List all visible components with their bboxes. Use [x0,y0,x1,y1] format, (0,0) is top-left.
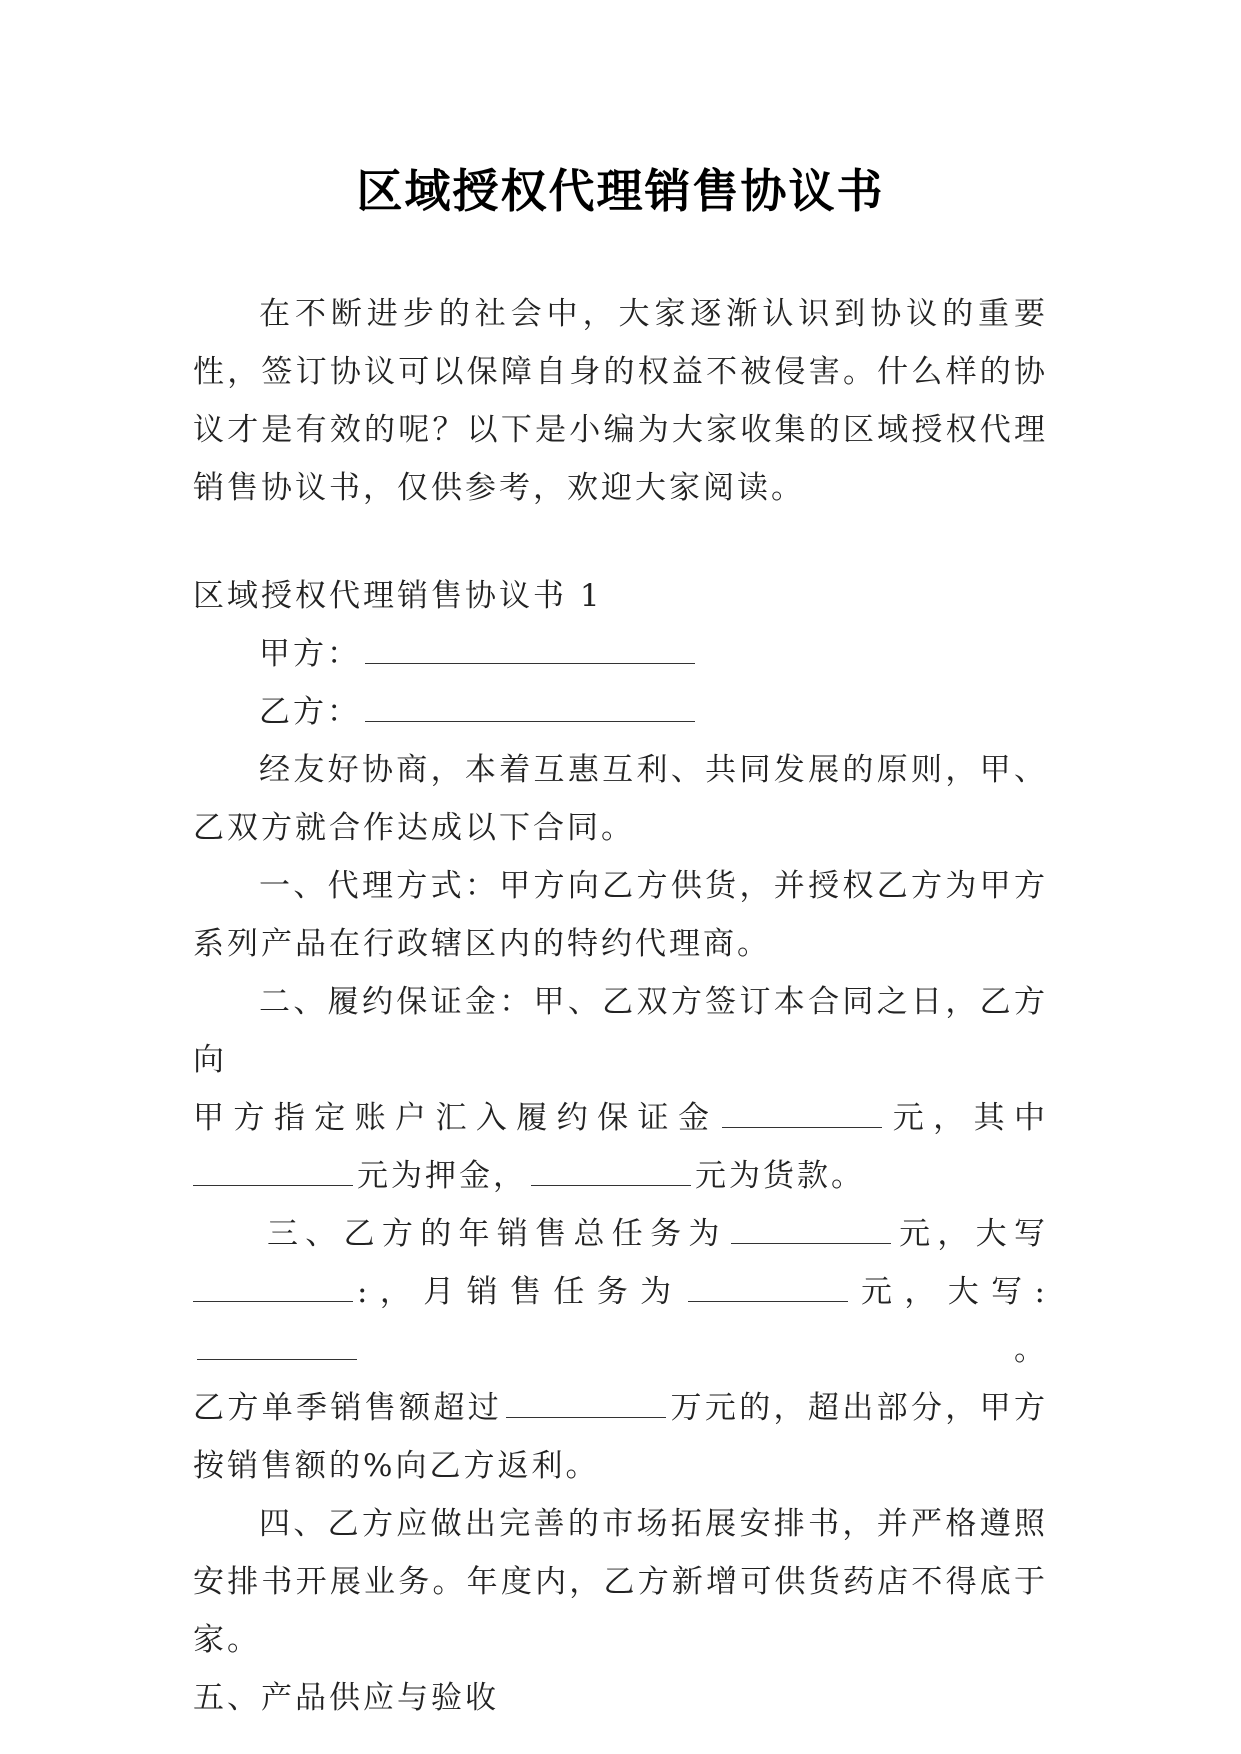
clause-2-line-1: 二、履约保证金：甲、乙双方签订本合同之日，乙方向 [193,984,1048,1078]
section-heading: 区域授权代理销售协议书 1 [193,578,603,614]
clause-2-line-2 [193,1089,1048,1147]
clause-2-deposit-end: 元，其中 [886,1100,1049,1136]
clause-2 [193,973,1048,1205]
monthly-target-words-blank [197,1355,357,1360]
clause-2-pledge-text: 元为押金， [357,1158,527,1194]
intro-paragraph: 在不断进步的社会中，大家逐渐认识到协议的重要性，签订协议可以保障自身的权益不被侵害。什么样的协议才是有效的呢？以下是小编为大家收集的区域授权代理销售协议书，仅供参考，欢迎大家阅读。 [193,296,1048,506]
clause-3-line-2-end: 。 [361,1332,1048,1368]
clause-5: 五、产品供应与验收 [193,1680,499,1716]
document-body [193,285,1048,1727]
party-a-label: 甲方： [259,636,361,672]
clause-4: 四、乙方应做出完善的市场拓展安排书，并严格遵照安排书开展业务。年度内，乙方新增可供货药店不得底于家。 [193,1506,1048,1658]
party-a-blank [365,659,695,664]
party-b-label: 乙方： [259,694,361,730]
clause-3-annual-text: 三、乙方的年销售总任务为 [267,1216,727,1252]
clause-3-monthly-words: 元，大写: [851,1274,1048,1310]
preamble-paragraph: 经友好协商，本着互惠互利、共同发展的原则，甲、乙双方就合作达成以下合同。 [193,752,1048,846]
clause-1: 一、代理方式：甲方向乙方供货，并授权乙方为甲方系列产品在行政辖区内的特约代理商。 [193,868,1048,962]
party-b-blank [365,717,695,722]
annual-target-words-blank [193,1297,353,1302]
clause-3-monthly-text: :，月销售任务为 [357,1274,684,1310]
document-title: 区域授权代理销售协议书 [356,164,885,218]
clause-2-payment-text: 元为货款。 [695,1158,865,1194]
quarter-threshold-blank [506,1413,666,1418]
clause-3-line-2 [193,1263,1048,1379]
clause-3-line-3 [193,1379,1048,1495]
clause-3 [193,1205,1048,1495]
party-a-line [193,625,1048,683]
clause-3-rebate-text: 万元的，超出部分，甲方按销售额的%向乙方返利。 [193,1390,1049,1484]
party-b-line [193,683,1048,741]
deposit-pledge-blank [193,1181,353,1186]
monthly-target-blank [688,1297,848,1302]
clause-3-quarter-text: 乙方单季销售额超过 [193,1390,503,1426]
deposit-payment-blank [531,1181,691,1186]
clause-2-line-3 [193,1147,1048,1205]
clause-3-line-1 [193,1205,1048,1263]
clause-3-annual-end: 元，大写 [894,1216,1048,1252]
deposit-total-blank [722,1123,882,1128]
clause-2-deposit-text: 甲方指定账户汇入履约保证金 [193,1100,719,1136]
annual-target-blank [731,1239,891,1244]
